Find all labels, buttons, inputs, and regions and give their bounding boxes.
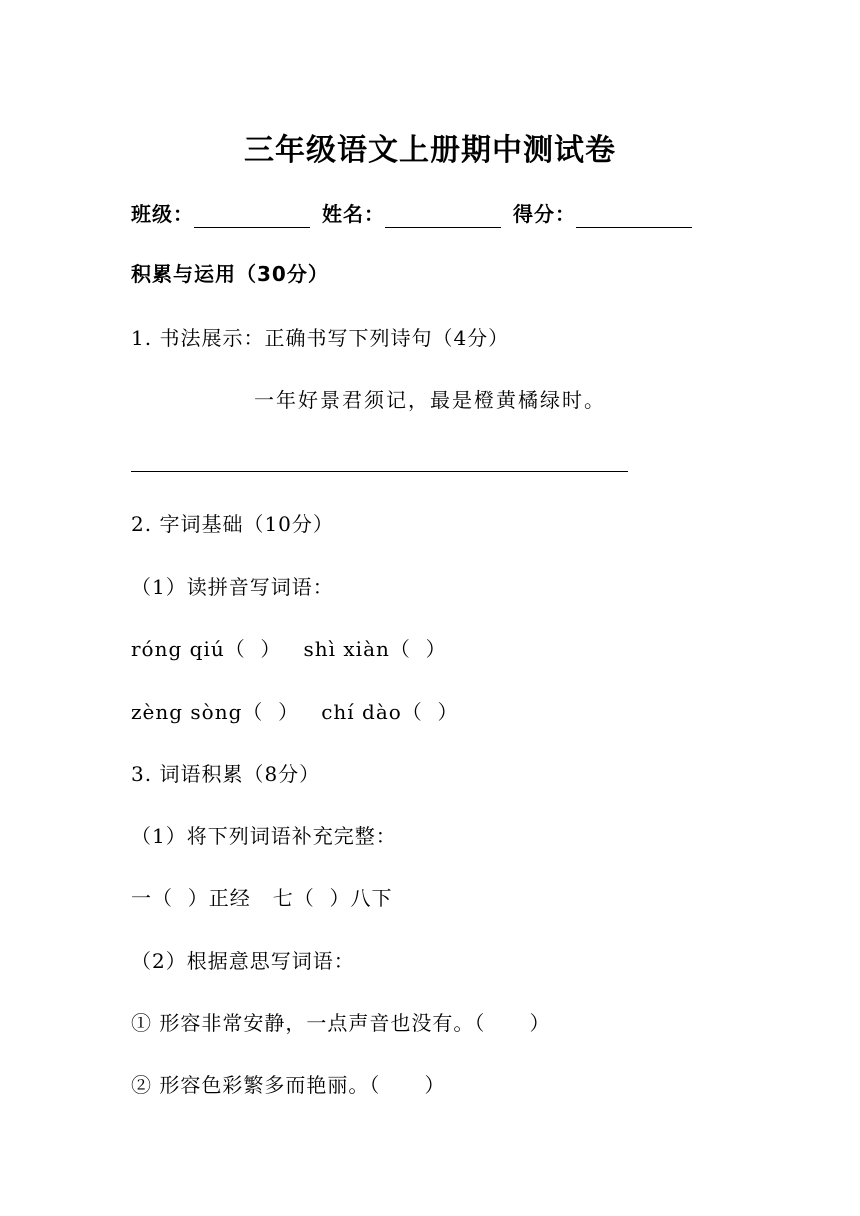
question-1-label: 1. 书法展示：正确书写下列诗句（4分）: [131, 326, 510, 350]
class-blank[interactable]: [194, 205, 310, 228]
student-info-row: [131, 200, 704, 228]
name-blank[interactable]: [385, 205, 501, 228]
question-3-label: 3. 词语积累（8分）: [131, 762, 321, 786]
idiom-completion-row: 一（ ）正经 七（ ）八下: [131, 886, 393, 910]
page-title: 三年级语文上册期中测试卷: [244, 133, 616, 168]
definition-item-2: ② 形容色彩繁多而艳丽。（ ）: [131, 1073, 446, 1097]
question-2-sub1: （1）读拼音写词语：: [131, 575, 334, 599]
question-3-sub2: （2）根据意思写词语：: [131, 949, 355, 973]
section-heading: 积累与运用（30分）: [131, 262, 329, 286]
writing-line[interactable]: [131, 471, 628, 472]
question-3-sub1: （1）将下列词语补充完整：: [131, 824, 397, 848]
pinyin-row-2: zèng sòng（ ） chí dào（ ）: [131, 700, 459, 724]
name-label: 姓名：: [322, 202, 385, 226]
poem-line: 一年好景君须记，最是橙黄橘绿时。: [254, 388, 606, 412]
class-label: 班级：: [131, 202, 194, 226]
score-blank[interactable]: [576, 205, 692, 228]
pinyin-row-1: róng qiú（ ） shì xiàn（ ）: [131, 637, 447, 661]
definition-item-1: ① 形容非常安静，一点声音也没有。（ ）: [131, 1011, 551, 1035]
score-label: 得分：: [513, 202, 576, 226]
question-2-label: 2. 字词基础（10分）: [131, 512, 334, 536]
